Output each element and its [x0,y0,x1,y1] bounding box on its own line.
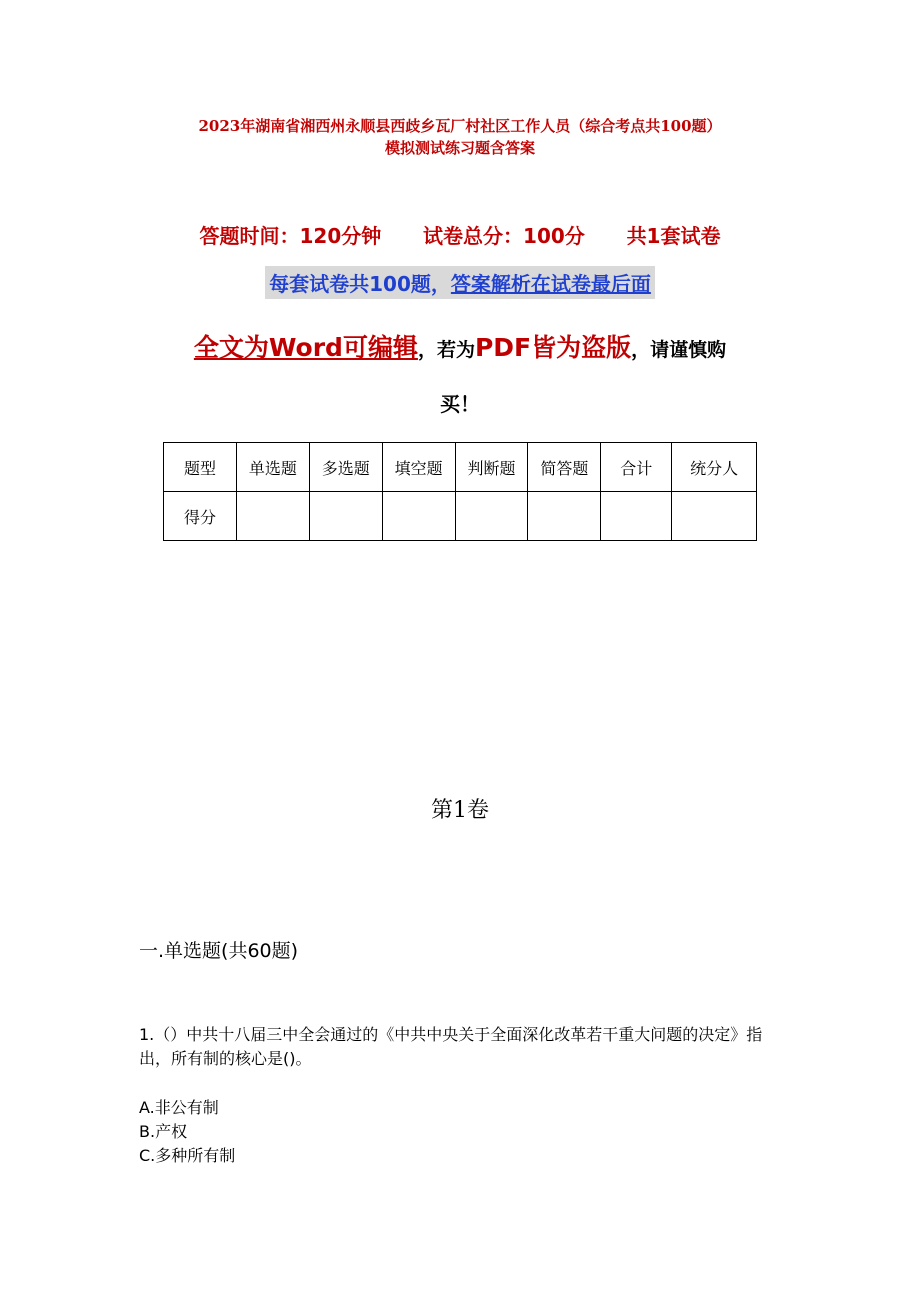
piracy-warning [0,328,920,364]
section-heading: 一.单选题(共60题) [139,940,299,962]
header-cell: 单选题 [236,443,309,492]
score-cell [236,492,309,541]
option-b: B.产权 [139,1122,188,1141]
warning-sep1: ，若为 [417,339,475,361]
exam-time: 答题时间：120分钟 [199,224,382,248]
option-c: C.多种所有制 [139,1146,236,1165]
score-table [163,442,757,541]
warning-line2: 买！ [440,392,480,416]
option-a: A.非公有制 [139,1098,219,1117]
question-options [139,1096,235,1168]
notice-part1: 每套试卷共100题， [269,272,451,296]
score-cell [528,492,601,541]
header-cell: 统分人 [672,443,757,492]
score-table-score-row [164,492,757,541]
header-cell: 题型 [164,443,237,492]
score-table-header-row [164,443,757,492]
notice-text [265,266,655,299]
exam-meta [0,220,920,249]
volume-heading: 第1卷 [431,798,489,823]
score-row-label: 得分 [164,492,237,541]
header-cell: 简答题 [528,443,601,492]
score-cell [455,492,528,541]
score-cell [309,492,382,541]
notice-banner [0,266,920,299]
header-cell: 判断题 [455,443,528,492]
warning-word-editable: 全文为Word可编辑 [193,333,418,362]
header-cell: 多选题 [309,443,382,492]
exam-total-score: 试卷总分：100分 [423,224,585,248]
header-cell: 填空题 [382,443,455,492]
warning-sep2: ，请谨慎购 [631,339,727,361]
question-text: 1.（）中共十八届三中全会通过的《中共中央关于全面深化改革若干重大问题的决定》指出，所有制的核心是()。 [139,1025,763,1068]
document-title-line2: 模拟测试练习题含答案 [384,139,535,157]
exam-sets: 共1套试卷 [626,224,721,248]
score-cell [382,492,455,541]
document-title-line1: 2023年湖南省湘西州永顺县西歧乡瓦厂村社区工作人员（综合考点共100题） [198,117,722,135]
header-cell: 合计 [601,443,672,492]
notice-part2: 答案解析在试卷最后面 [450,272,651,296]
warning-pdf: PDF皆为盗版 [474,333,632,362]
score-cell [672,492,757,541]
score-cell [601,492,672,541]
